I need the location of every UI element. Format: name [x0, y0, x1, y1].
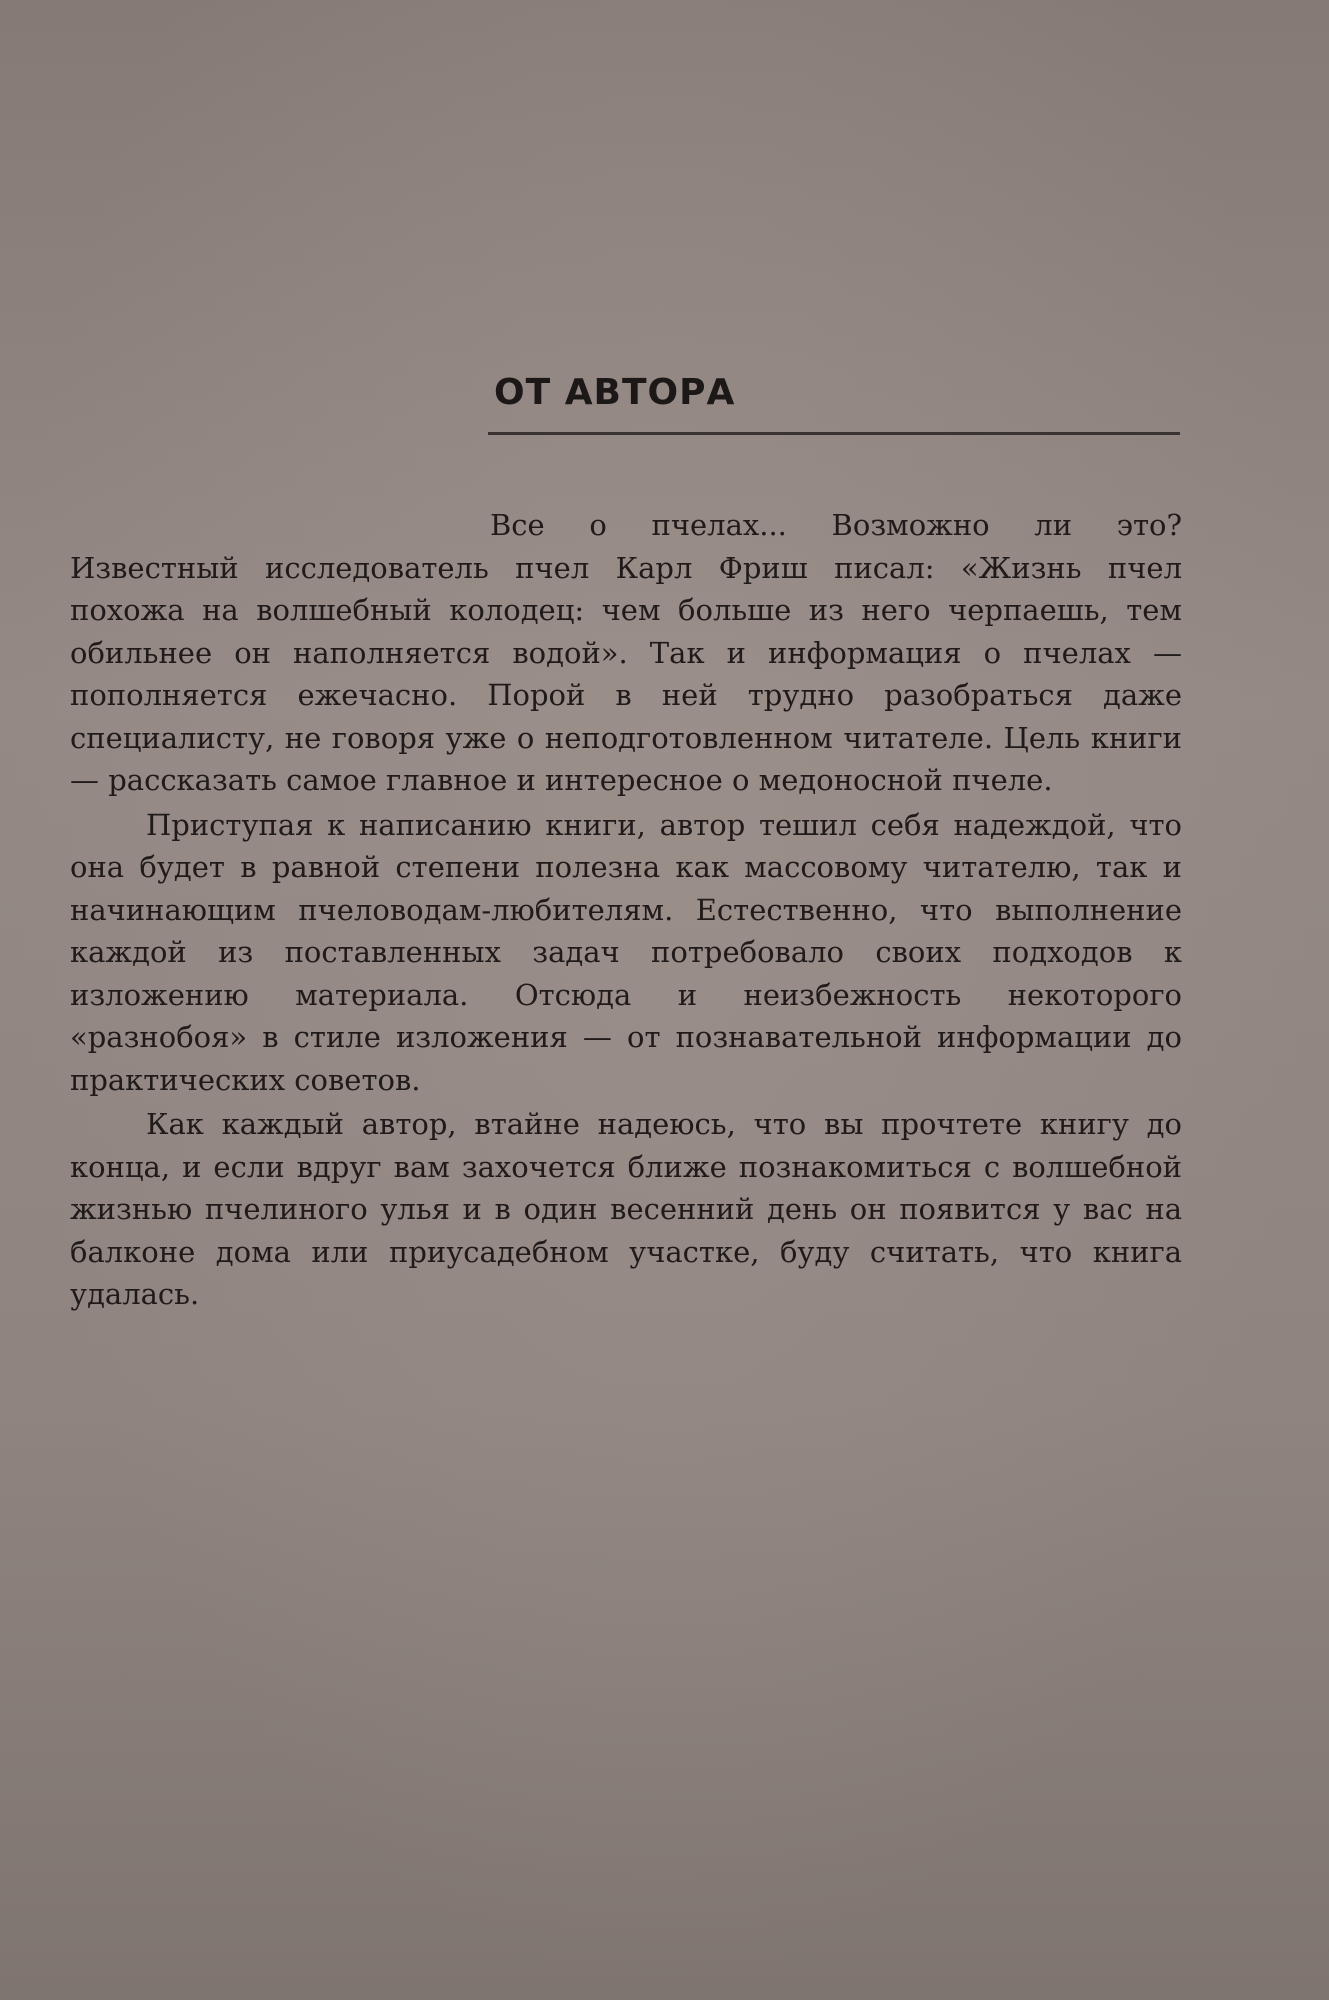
paragraph-1: Все о пчелах... Возможно ли это? Известный исследователь пчел Карл Фриш писал: «Жизнь пчел похожа на волшебный колодец: чем больше из него черпаешь, тем обильнее он наполняется водой». Так и информация о пчелах — пополняется ежечасно. Порой в ней трудно разобраться даже специалисту, не говоря уже о неподготовленном читателе. Цель книги — рассказать самое главное и интересное о медоносной пчеле.: [70, 508, 1182, 797]
paragraph-2: Приступая к написанию книги, автор тешил себя надеждой, что она будет в равной степени полезна как массовому читателю, так и начинающим пчеловодам-любителям. Естественно, что выполнение каждой из поставленных задач потребовало своих подходов к изложению материала. Отсюда и неизбежность некоторого «разнобоя» в стиле изложения — от познавательной информации до практических советов.: [70, 807, 1182, 1097]
paragraph-3: Как каждый автор, втайне надеюсь, что вы прочтете книгу до конца, и если вдруг вам захочется ближе познакомиться с волшебной жизнью пчелиного улья и в один весенний день он появится у вас на балконе дома или приусадебном участке, буду считать, что книга удалась.: [70, 1107, 1182, 1311]
body-text: [70, 504, 1182, 1316]
section-heading: ОТ АВТОРА: [494, 372, 736, 413]
heading-rule: [488, 432, 1180, 435]
section-heading-block: [488, 372, 1180, 440]
